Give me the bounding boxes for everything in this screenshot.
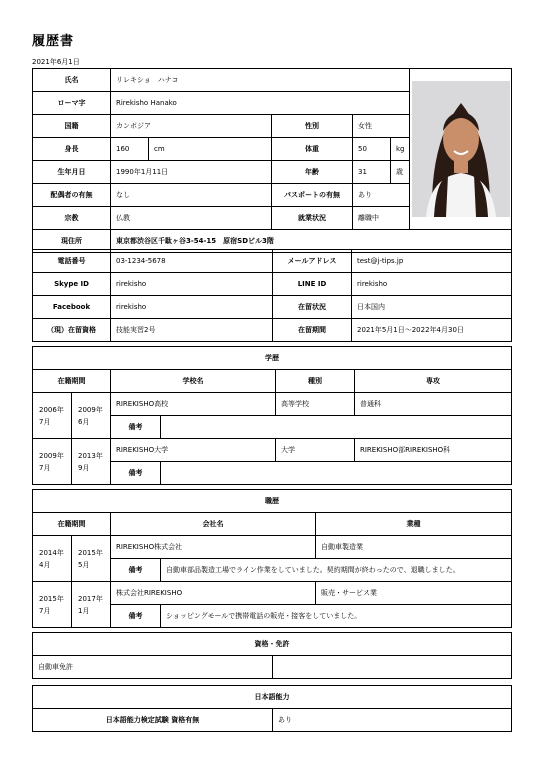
spouse-value: なし xyxy=(111,184,272,207)
birth-value: 1990年1月11日 xyxy=(111,161,272,184)
status-label: （現）在留資格 xyxy=(33,319,111,342)
education-col-period: 在籍期間 xyxy=(33,370,111,393)
work-section-title: 職歴 xyxy=(33,490,512,513)
passport-value: あり xyxy=(353,184,410,207)
japanese-table xyxy=(32,685,512,732)
work-row-industry: 販売・サービス業 xyxy=(316,582,512,605)
nationality-value: カンボジア xyxy=(111,115,272,138)
profile-photo xyxy=(412,81,510,217)
roman-family: Rirekisho xyxy=(116,99,149,107)
work-row-note: 自動車部品製造工場でライン作業をしていました。契約期間が終わったので、退職しました。 xyxy=(161,559,512,582)
facebook-label: Facebook xyxy=(33,296,111,319)
education-row-note xyxy=(161,462,512,485)
period-value: 2021年5月1日〜2022年4月30日 xyxy=(352,319,512,342)
spouse-label: 配偶者の有無 xyxy=(33,184,111,207)
age-value: 31 xyxy=(353,161,391,184)
education-row-from: 2009年 7月 xyxy=(33,439,72,485)
qualifications-table xyxy=(32,632,512,679)
education-row-type: 大学 xyxy=(276,439,355,462)
email-value: test@j-tips.jp xyxy=(352,250,512,273)
japanese-section-title: 日本語能力 xyxy=(33,686,512,709)
work-col-company: 会社名 xyxy=(111,513,316,536)
qualification-empty xyxy=(273,656,512,679)
education-row-major: RIREKISHO部RIREKISHO科 xyxy=(355,439,512,462)
japanese-label: 日本語能力検定試験 資格有無 xyxy=(33,709,273,732)
education-row-major: 普通科 xyxy=(355,393,512,416)
passport-label: パスポートの有無 xyxy=(272,184,353,207)
line-value: rirekisho xyxy=(352,273,512,296)
education-note-label: 備考 xyxy=(111,462,161,485)
work-col-industry: 業種 xyxy=(316,513,512,536)
weight-value: 50 xyxy=(353,138,391,161)
roman-given: Hanako xyxy=(150,99,177,107)
phone-value: 03-1234-5678 xyxy=(111,250,273,273)
document-date: 2021年6月1日 xyxy=(32,58,80,66)
education-section-title: 学歴 xyxy=(33,347,512,370)
work-row-company: 株式会社RIREKISHO xyxy=(111,582,316,605)
roman-value xyxy=(111,92,410,115)
work-note-label: 備考 xyxy=(111,559,161,582)
roman-label: ローマ字 xyxy=(33,92,111,115)
qualifications-section-title: 資格・免許 xyxy=(33,633,512,656)
name-value: リレキショ ハナコ xyxy=(111,69,410,92)
religion-value: 仏教 xyxy=(111,207,272,230)
age-label: 年齢 xyxy=(272,161,353,184)
address-label: 現住所 xyxy=(33,230,111,253)
religion-label: 宗教 xyxy=(33,207,111,230)
education-row-to: 2013年 9月 xyxy=(72,439,111,485)
personal-info-table xyxy=(32,68,512,253)
education-note-label: 備考 xyxy=(111,416,161,439)
weight-label: 体重 xyxy=(272,138,353,161)
page-title: 履歴書 xyxy=(32,34,75,49)
residence-value: 日本国内 xyxy=(352,296,512,319)
status-value: 技能実習2号 xyxy=(111,319,273,342)
address-value: 東京都渋谷区千駄ヶ谷3-54-15 原宿SDビル3階 xyxy=(111,230,512,253)
work-row-to: 2017年 1月 xyxy=(72,582,111,628)
work-col-period: 在籍期間 xyxy=(33,513,111,536)
height-unit: cm xyxy=(149,138,272,161)
japanese-value: あり xyxy=(273,709,512,732)
work-row-company: RIREKISHO株式会社 xyxy=(111,536,316,559)
work-row-from: 2014年 4月 xyxy=(33,536,72,582)
work-note-label: 備考 xyxy=(111,605,161,628)
education-col-major: 専攻 xyxy=(355,370,512,393)
education-row-note xyxy=(161,416,512,439)
height-value: 160 xyxy=(111,138,149,161)
education-row-to: 2009年 6月 xyxy=(72,393,111,439)
age-unit: 歳 xyxy=(391,161,410,184)
gender-label: 性別 xyxy=(272,115,353,138)
email-label: メールアドレス xyxy=(273,250,352,273)
skype-value: rirekisho xyxy=(111,273,273,296)
skype-label: Skype ID xyxy=(33,273,111,296)
birth-label: 生年月日 xyxy=(33,161,111,184)
employment-value: 離職中 xyxy=(353,207,410,230)
employment-label: 就業状況 xyxy=(272,207,353,230)
nationality-label: 国籍 xyxy=(33,115,111,138)
education-col-type: 種別 xyxy=(276,370,355,393)
education-table xyxy=(32,346,512,485)
education-row-from: 2006年 7月 xyxy=(33,393,72,439)
qualification-item: 自動車免許 xyxy=(33,656,273,679)
work-row-industry: 自動車製造業 xyxy=(316,536,512,559)
phone-label: 電話番号 xyxy=(33,250,111,273)
weight-unit: kg xyxy=(391,138,410,161)
education-row-type: 高等学校 xyxy=(276,393,355,416)
height-label: 身長 xyxy=(33,138,111,161)
period-label: 在留期間 xyxy=(273,319,352,342)
photo-cell xyxy=(410,69,512,230)
work-table xyxy=(32,489,512,628)
work-row-to: 2015年 5月 xyxy=(72,536,111,582)
facebook-value: rirekisho xyxy=(111,296,273,319)
contact-table xyxy=(32,249,512,342)
line-label: LINE ID xyxy=(273,273,352,296)
education-row-school: RIREKISHO高校 xyxy=(111,393,276,416)
name-label: 氏名 xyxy=(33,69,111,92)
education-row-school: RIREKISHO大学 xyxy=(111,439,276,462)
residence-label: 在留状況 xyxy=(273,296,352,319)
work-row-from: 2015年 7月 xyxy=(33,582,72,628)
education-col-school: 学校名 xyxy=(111,370,276,393)
gender-value: 女性 xyxy=(353,115,410,138)
work-row-note: ショッピングモールで携帯電話の販売・接客をしていました。 xyxy=(161,605,512,628)
